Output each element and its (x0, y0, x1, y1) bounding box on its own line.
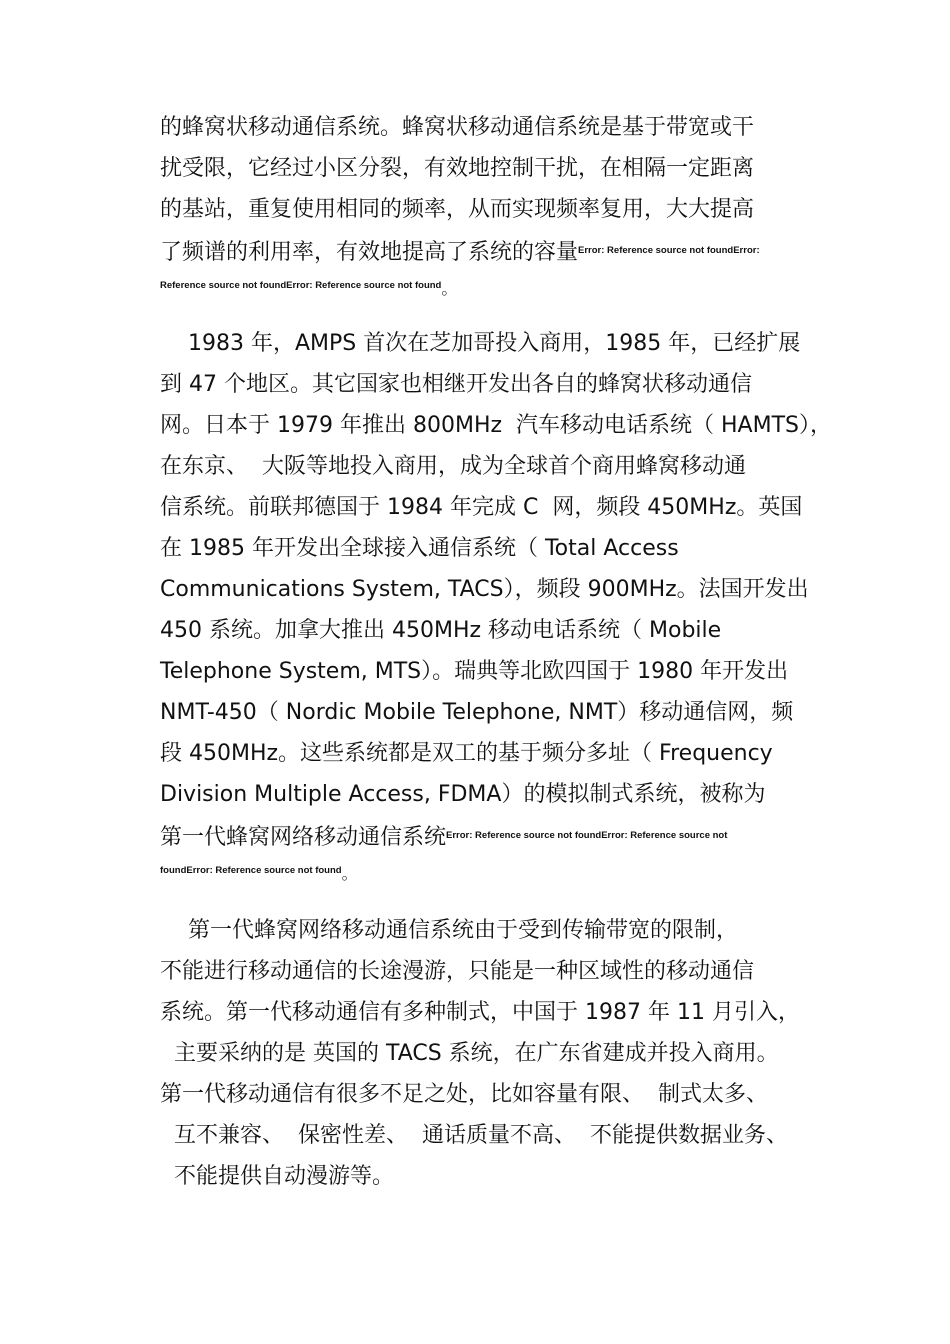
reference-error: Reference source not foundError: Reference source not found (160, 280, 442, 291)
text-line: 在东京、 大阪等地投入商用，成为全球首个商用蜂窝移动通 (160, 454, 746, 479)
text-line: 主要采纳的是 英国的 TACS 系统，在广东省建成并投入商用。 (160, 1041, 779, 1066)
text-line: Division Multiple Access, FDMA）的模拟制式系统，被称为 (160, 782, 766, 807)
text-line: 网。日本于 1979 年推出 800MHz 汽车移动电话系统（ HAMTS）， (160, 413, 832, 438)
text-line: 扰受限，它经过小区分裂，有效地控制干扰，在相隔一定距离 (160, 156, 755, 181)
reference-error: foundError: Reference source not found (160, 865, 342, 876)
end-mark: 。 (341, 864, 358, 883)
text-line: Telephone System, MTS）。瑞典等北欧四国于 1980 年开发出 (160, 659, 789, 684)
text-line: 不能进行移动通信的长途漫游，只能是一种区域性的移动通信 (160, 959, 755, 984)
reference-error: Error: Reference source not foundError: (578, 245, 760, 256)
end-mark: 。 (441, 279, 458, 298)
text-line: 到 47 个地区。其它国家也相继开发出各自的蜂窝状移动通信 (160, 372, 752, 397)
text-line: NMT-450（ Nordic Mobile Telephone, NMT）移动通信网，频 (160, 700, 794, 725)
text-line: 段 450MHz。这些系统都是双工的基于频分多址（ Frequency (160, 741, 773, 766)
text-line (160, 815, 800, 856)
text-line: 450 系统。加拿大推出 450MHz 移动电话系统（ Mobile (160, 618, 722, 643)
paragraph-2 (160, 323, 832, 902)
reference-error: Error: Reference source not foundError: Reference source not (446, 830, 728, 841)
text-line: 1983 年，AMPS 首次在芝加哥投入商用，1985 年，已经扩展 (160, 331, 801, 356)
text-line: 的基站，重复使用相同的频率，从而实现频率复用，大大提高 (160, 197, 755, 222)
text-line: 信系统。前联邦德国于 1984 年完成 C 网，频段 450MHz。英国 (160, 495, 803, 520)
text-line: 第一代蜂窝网络移动通信系统由于受到传输带宽的限制， (160, 918, 738, 943)
text-line: Communications System, TACS），频段 900MHz。法国开发出 (160, 577, 809, 602)
text-line (160, 230, 800, 271)
paragraph-3 (160, 910, 800, 1197)
text-line: 互不兼容、 保密性差、 通话质量不高、 不能提供数据业务、 (160, 1123, 788, 1148)
text-segment: 第一代蜂窝网络移动通信系统 (160, 825, 447, 850)
reference-error-line (160, 271, 800, 317)
reference-error-line (160, 856, 800, 902)
text-line: 在 1985 年开发出全球接入通信系统（ Total Access (160, 536, 679, 561)
text-segment: 了频谱的利用率，有效地提高了系统的容量 (160, 240, 579, 265)
text-line: 不能提供自动漫游等。 (160, 1164, 394, 1189)
text-line: 第一代移动通信有很多不足之处，比如容量有限、 制式太多、 (160, 1082, 768, 1107)
text-line: 系统。第一代移动通信有多种制式，中国于 1987 年 11 月引入， (160, 1000, 800, 1025)
paragraph-1 (160, 107, 800, 317)
text-line: 的蜂窝状移动通信系统。蜂窝状移动通信系统是基于带宽或干 (160, 115, 755, 140)
